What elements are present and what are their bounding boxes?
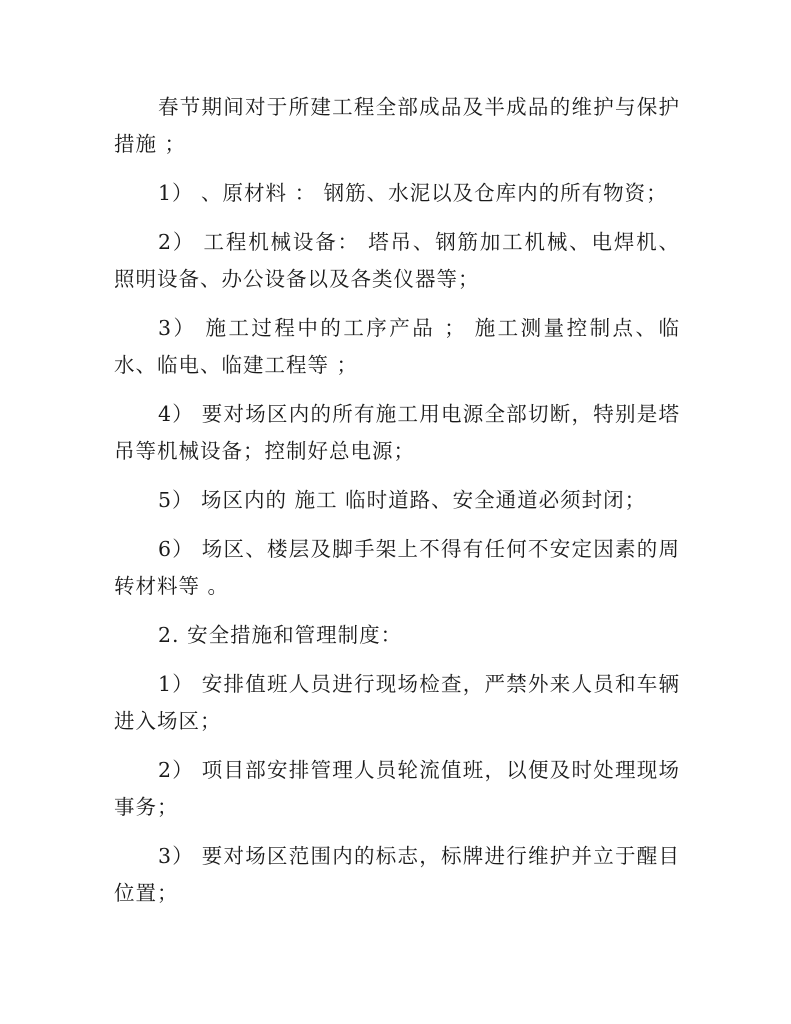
paragraph-intro: 春节期间对于所建工程全部成品及半成品的维护与保护措施 ； [114,95,680,156]
paragraph-item-power-cutoff: 4） 要对场区内的所有施工用电源全部切断，特别是塔吊等机械设备；控制好总电源； [114,402,680,463]
section-heading-safety-measures: 2. 安全措施和管理制度： [158,623,403,647]
paragraph-item-rotation-duty: 2） 项目部安排管理人员轮流值班，以便及时处理现场事务； [114,758,680,819]
document-body [114,89,680,924]
paragraph-item-duty-staff: 1） 安排值班人员进行现场检查，严禁外来人员和车辆进入场区； [114,672,680,733]
paragraph-item-roads-closed: 5） 场区内的 施工 临时道路、安全通道必须封闭； [158,488,647,512]
paragraph-item-process-products: 3） 施工过程中的工序产品 ； 施工测量控制点、临水、临电、临建工程等 ； [114,316,680,377]
paragraph-item-materials-secured: 6） 场区、楼层及脚手架上不得有任何不安定因素的周转材料等 。 [114,537,680,598]
paragraph-item-machinery: 2） 工程机械设备： 塔吊、钢筋加工机械、电焊机、照明设备、办公设备以及各类仪器等； [114,230,680,291]
paragraph-item-signage: 3） 要对场区范围内的标志，标牌进行维护并立于醒目位置； [114,844,680,905]
paragraph-item-raw-materials: 1） 、原材料 ： 钢筋、水泥以及仓库内的所有物资； [158,181,668,205]
